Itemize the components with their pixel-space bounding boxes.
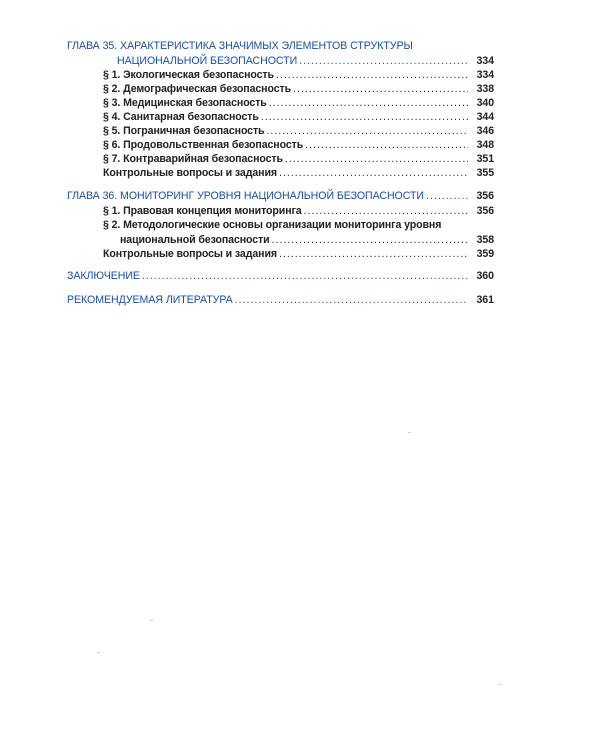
toc-entry-title: Контрольные вопросы и задания [103, 167, 277, 179]
scan-speck [97, 652, 100, 653]
dot-leader [235, 294, 468, 307]
toc-section-36-2[interactable] [103, 219, 494, 247]
toc-chapter-35[interactable] [67, 40, 494, 68]
dot-leader [426, 190, 468, 203]
dot-leader [304, 205, 468, 218]
toc-section-1[interactable] [103, 69, 494, 82]
dot-leader [142, 270, 468, 283]
scan-speck [498, 684, 501, 685]
toc-page-number: 356 [476, 205, 494, 217]
toc-page-number: 344 [476, 111, 494, 123]
dot-leader [272, 234, 468, 247]
toc-entry-title: § 1. Экологическая безопасность [103, 69, 274, 81]
toc-entry-title: § 2. Демографическая безопасность [103, 83, 291, 95]
toc-entry-title: ЗАКЛЮЧЕНИЕ [67, 270, 140, 282]
dot-leader [293, 83, 468, 96]
toc-chapter-36[interactable] [67, 190, 494, 203]
toc-entry-title: Контрольные вопросы и задания [103, 248, 277, 260]
toc-page-number: 360 [476, 270, 494, 282]
toc-section-4[interactable] [103, 111, 494, 124]
dot-leader [279, 248, 468, 261]
toc-page-number: 356 [476, 190, 494, 202]
toc-page-number: 340 [476, 97, 494, 109]
dot-leader [305, 139, 468, 152]
scan-speck [150, 620, 153, 621]
toc-section-3[interactable] [103, 97, 494, 110]
toc-page-number: 361 [476, 294, 494, 306]
toc-conclusion[interactable] [67, 270, 494, 283]
toc-chapter-35-title-line1: ГЛАВА 35. ХАРАКТЕРИСТИКА ЗНАЧИМЫХ ЭЛЕМЕНТОВ СТРУКТУРЫ [67, 40, 413, 52]
dot-leader [285, 153, 468, 166]
toc-page-number: 359 [476, 248, 494, 260]
dot-leader [279, 167, 468, 180]
toc-entry-title: РЕКОМЕНДУЕМАЯ ЛИТЕРАТУРА [67, 294, 233, 306]
toc-section-6[interactable] [103, 139, 494, 152]
toc-entry-title-line2: национальной безопасности [120, 234, 270, 246]
toc-entry-title: § 6. Продовольственная безопасность [103, 139, 304, 151]
scan-speck [408, 432, 411, 433]
dot-leader [261, 111, 468, 124]
toc-questions-35[interactable] [103, 167, 494, 180]
toc-questions-36[interactable] [103, 248, 494, 261]
toc-entry-title: § 5. Пограничная безопасность [103, 125, 265, 137]
toc-entry-title: § 1. Правовая концепция мониторинга [103, 205, 302, 217]
toc-section-5[interactable] [103, 125, 494, 138]
toc-literature[interactable] [67, 294, 494, 307]
dot-leader [299, 55, 468, 68]
toc-page-number: 348 [476, 139, 494, 151]
toc-section-7[interactable] [103, 153, 494, 166]
toc-page-number: 351 [476, 153, 494, 165]
toc-entry-title-line1: § 2. Методологические основы организации мониторинга уровня [103, 219, 442, 231]
toc-entry-title: ГЛАВА 36. МОНИТОРИНГ УРОВНЯ НАЦИОНАЛЬНОЙ БЕЗОПАСНОСТИ [67, 190, 424, 202]
toc-page-number: 334 [476, 55, 494, 67]
toc-section-36-1[interactable] [103, 205, 494, 218]
toc-page-number: 355 [476, 167, 494, 179]
toc-section-2[interactable] [103, 83, 494, 96]
toc-entry-title: § 7. Контраварийная безопасность [103, 153, 283, 165]
dot-leader [266, 125, 468, 138]
dot-leader [276, 69, 468, 82]
dot-leader [269, 97, 468, 110]
toc-page-number: 358 [476, 234, 494, 246]
toc-entry-title: § 3. Медицинская безопасность [103, 97, 267, 109]
toc-entry-title: § 4. Санитарная безопасность [103, 111, 259, 123]
toc-page-number: 338 [476, 83, 494, 95]
toc-page-number: 334 [476, 69, 494, 81]
toc-page-number: 346 [476, 125, 494, 137]
toc-chapter-35-title-line2: НАЦИОНАЛЬНОЙ БЕЗОПАСНОСТИ [117, 55, 298, 67]
